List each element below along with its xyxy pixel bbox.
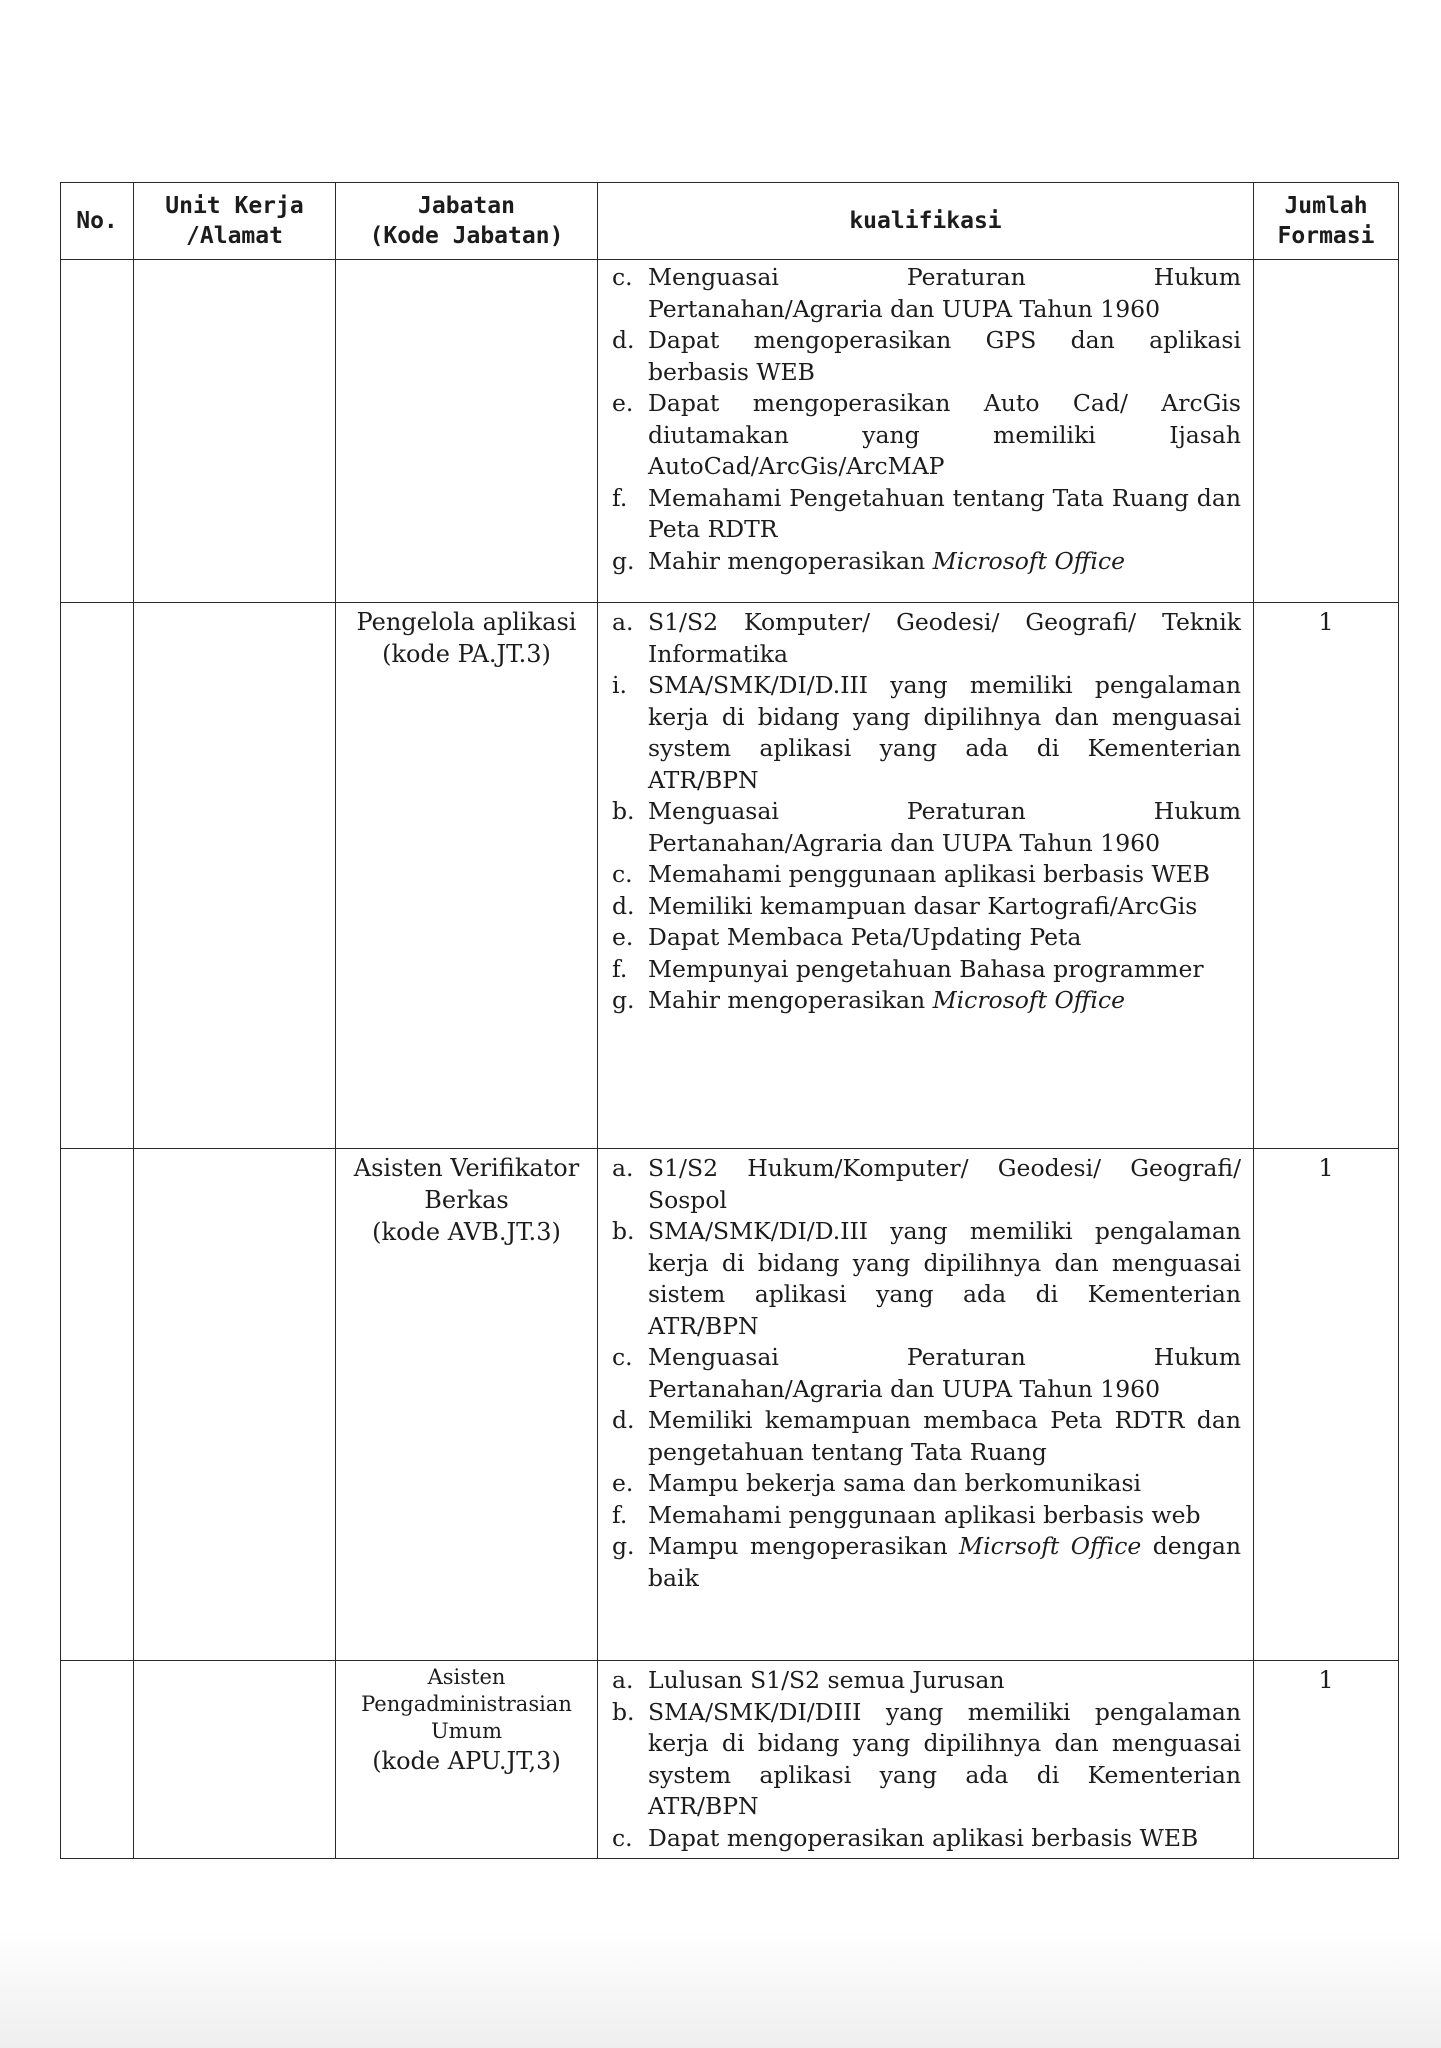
item-text: Menguasai Peraturan Hukum Pertanahan/Agraria dan UUPA Tahun 1960 <box>648 1343 1241 1403</box>
list-item <box>612 1500 1241 1532</box>
kualifikasi-list <box>598 603 1253 1017</box>
cell-jumlah: 1 <box>1254 1661 1399 1859</box>
item-marker: d. <box>612 326 635 354</box>
item-marker: c. <box>612 1823 633 1852</box>
list-item <box>612 859 1241 891</box>
item-text: Dapat mengoperasikan Auto Cad/ ArcGis diutamakan yang memiliki Ijasah AutoCad/ArcGis/ArcMAP <box>648 389 1241 480</box>
cell-jumlah: 1 <box>1254 1149 1399 1661</box>
list-item <box>612 1468 1241 1500</box>
cell-jumlah <box>1254 260 1399 603</box>
list-item <box>612 796 1241 859</box>
header-jumlah-formasi <box>1254 183 1399 260</box>
item-marker: a. <box>612 1666 634 1694</box>
table-header-row <box>61 183 1399 260</box>
item-italic-text: Microsoft Office <box>932 546 1126 575</box>
jabatan-line: Umum <box>430 1719 503 1743</box>
item-marker: f. <box>612 483 628 512</box>
item-marker: c. <box>612 263 633 291</box>
list-item <box>612 325 1241 388</box>
item-text: SMA/SMK/DI/D.III yang memiliki pengalaman kerja di bidang yang dipilihnya dan menguasai system aplikasi yang ada di Kementerian ATR/BPN <box>648 671 1241 794</box>
cell-kualifikasi <box>598 260 1254 603</box>
cell-no <box>61 1149 134 1661</box>
item-marker: g. <box>612 1532 635 1560</box>
cell-unit-kerja <box>134 260 336 603</box>
list-item <box>612 262 1241 325</box>
cell-no <box>61 1661 134 1859</box>
item-marker: d. <box>612 1406 635 1434</box>
cell-no <box>61 260 134 603</box>
header-jabatan <box>336 183 598 260</box>
item-text: Memiliki kemampuan dasar Kartografi/ArcGis <box>648 891 1198 920</box>
list-item <box>612 1153 1241 1216</box>
item-text: SMA/SMK/DI/D.III yang memiliki pengalaman kerja di bidang yang dipilihnya dan menguasai sistem aplikasi yang ada di Kementerian ATR/BPN <box>648 1217 1241 1340</box>
item-marker: b. <box>612 797 635 825</box>
list-item <box>612 1823 1241 1855</box>
header-unit-line2: /Alamat <box>186 223 283 249</box>
jabatan-line: Pengelola aplikasi <box>356 608 577 636</box>
kualifikasi-list <box>598 1149 1253 1594</box>
jabatan-code: (kode APU.JT,3) <box>372 1747 561 1775</box>
cell-unit-kerja <box>134 1149 336 1661</box>
cell-jabatan <box>336 1661 598 1859</box>
list-item <box>612 607 1241 670</box>
page-bottom-shade <box>0 1930 1441 2048</box>
item-text: S1/S2 Komputer/ Geodesi/ Geografi/ Teknik Informatika <box>648 608 1241 668</box>
table-row <box>61 260 1399 603</box>
list-item <box>612 985 1241 1017</box>
list-item <box>612 1665 1241 1697</box>
item-tail-text: dengan baik <box>648 1532 1241 1592</box>
item-text: Memiliki kemampuan membaca Peta RDTR dan pengetahuan tentang Tata Ruang <box>648 1406 1241 1466</box>
item-marker: d. <box>612 891 635 920</box>
cell-kualifikasi <box>598 1661 1254 1859</box>
kualifikasi-list <box>598 260 1253 577</box>
item-text: Dapat mengoperasikan GPS dan aplikasi berbasis WEB <box>648 326 1241 386</box>
cell-unit-kerja <box>134 1661 336 1859</box>
list-item <box>612 1216 1241 1342</box>
header-no: No. <box>61 183 134 260</box>
header-unit-line1: Unit Kerja <box>165 193 304 219</box>
item-marker: f. <box>612 954 628 983</box>
item-text: Menguasai Peraturan Hukum Pertanahan/Agraria dan UUPA Tahun 1960 <box>648 263 1241 323</box>
item-italic-text: Microsoft Office <box>932 986 1126 1014</box>
item-text: Memahami penggunaan aplikasi berbasis WEB <box>648 860 1211 888</box>
list-item <box>612 388 1241 483</box>
kualifikasi-list <box>598 1661 1253 1854</box>
table-row <box>61 1661 1399 1859</box>
header-jabatan-line2: (Kode Jabatan) <box>369 223 564 249</box>
list-item <box>612 922 1241 954</box>
item-marker: a. <box>612 608 634 636</box>
list-item <box>612 954 1241 986</box>
item-text: Mampu bekerja sama dan berkomunikasi <box>648 1469 1142 1497</box>
list-item <box>612 891 1241 923</box>
header-jumlah-line1: Jumlah <box>1284 193 1368 219</box>
header-jabatan-line1: Jabatan <box>418 193 515 219</box>
cell-jumlah: 1 <box>1254 603 1399 1149</box>
cell-unit-kerja <box>134 603 336 1149</box>
item-marker: b. <box>612 1217 635 1245</box>
list-item <box>612 1405 1241 1468</box>
item-marker: g. <box>612 546 635 575</box>
header-jumlah-line2: Formasi <box>1277 223 1375 249</box>
item-text: Dapat Membaca Peta/Updating Peta <box>648 923 1082 951</box>
item-marker: e. <box>612 1469 634 1497</box>
item-text: Dapat mengoperasikan aplikasi berbasis WEB <box>648 1823 1199 1852</box>
item-text: Menguasai Peraturan Hukum Pertanahan/Agraria dan UUPA Tahun 1960 <box>648 797 1241 857</box>
table-row <box>61 1149 1399 1661</box>
jabatan-line: Pengadministrasian <box>361 1692 572 1716</box>
item-marker: i. <box>612 671 627 699</box>
cell-no <box>61 603 134 1149</box>
item-text: Memahami penggunaan aplikasi berbasis web <box>648 1500 1201 1529</box>
cell-kualifikasi <box>598 1149 1254 1661</box>
list-item <box>612 670 1241 796</box>
cell-jabatan <box>336 260 598 603</box>
item-marker: b. <box>612 1697 635 1726</box>
header-kualifikasi: kualifikasi <box>598 183 1254 260</box>
header-unit-kerja <box>134 183 336 260</box>
cell-kualifikasi <box>598 603 1254 1149</box>
item-italic-text: Micrsoft Office <box>959 1532 1142 1560</box>
cell-jabatan <box>336 603 598 1149</box>
item-marker: c. <box>612 860 633 888</box>
jabatan-line: Asisten Verifikator <box>353 1154 580 1182</box>
item-text: S1/S2 Hukum/Komputer/ Geodesi/ Geografi/ Sospol <box>648 1154 1241 1214</box>
item-marker: g. <box>612 986 635 1014</box>
jabatan-line: Berkas <box>424 1186 509 1214</box>
jabatan-code: (kode PA.JT.3) <box>382 640 551 668</box>
item-text: Memahami Pengetahuan tentang Tata Ruang dan Peta RDTR <box>648 483 1241 543</box>
item-text: SMA/SMK/DI/DIII yang memiliki pengalaman kerja di bidang yang dipilihnya dan menguasai system aplikasi yang ada di Kementerian ATR/BPN <box>648 1697 1241 1820</box>
item-marker: f. <box>612 1500 628 1529</box>
list-item <box>612 1342 1241 1405</box>
item-text: Mampu mengoperasikan <box>648 1532 960 1560</box>
item-text: Mahir mengoperasikan <box>648 546 933 575</box>
jabatan-code: (kode AVB.JT.3) <box>372 1218 561 1246</box>
list-item <box>612 483 1241 546</box>
item-text: Lulusan S1/S2 semua Jurusan <box>648 1666 1005 1694</box>
cell-jabatan <box>336 1149 598 1661</box>
list-item <box>612 1697 1241 1823</box>
item-marker: e. <box>612 389 634 417</box>
item-marker: e. <box>612 923 634 951</box>
formasi-table <box>60 182 1399 1859</box>
item-text: Mempunyai pengetahuan Bahasa programmer <box>648 954 1204 983</box>
list-item <box>612 546 1241 578</box>
table-row <box>61 603 1399 1149</box>
item-marker: a. <box>612 1154 634 1182</box>
item-text: Mahir mengoperasikan <box>648 986 933 1014</box>
item-marker: c. <box>612 1343 633 1371</box>
list-item <box>612 1531 1241 1594</box>
jabatan-line: Asisten <box>427 1665 506 1689</box>
